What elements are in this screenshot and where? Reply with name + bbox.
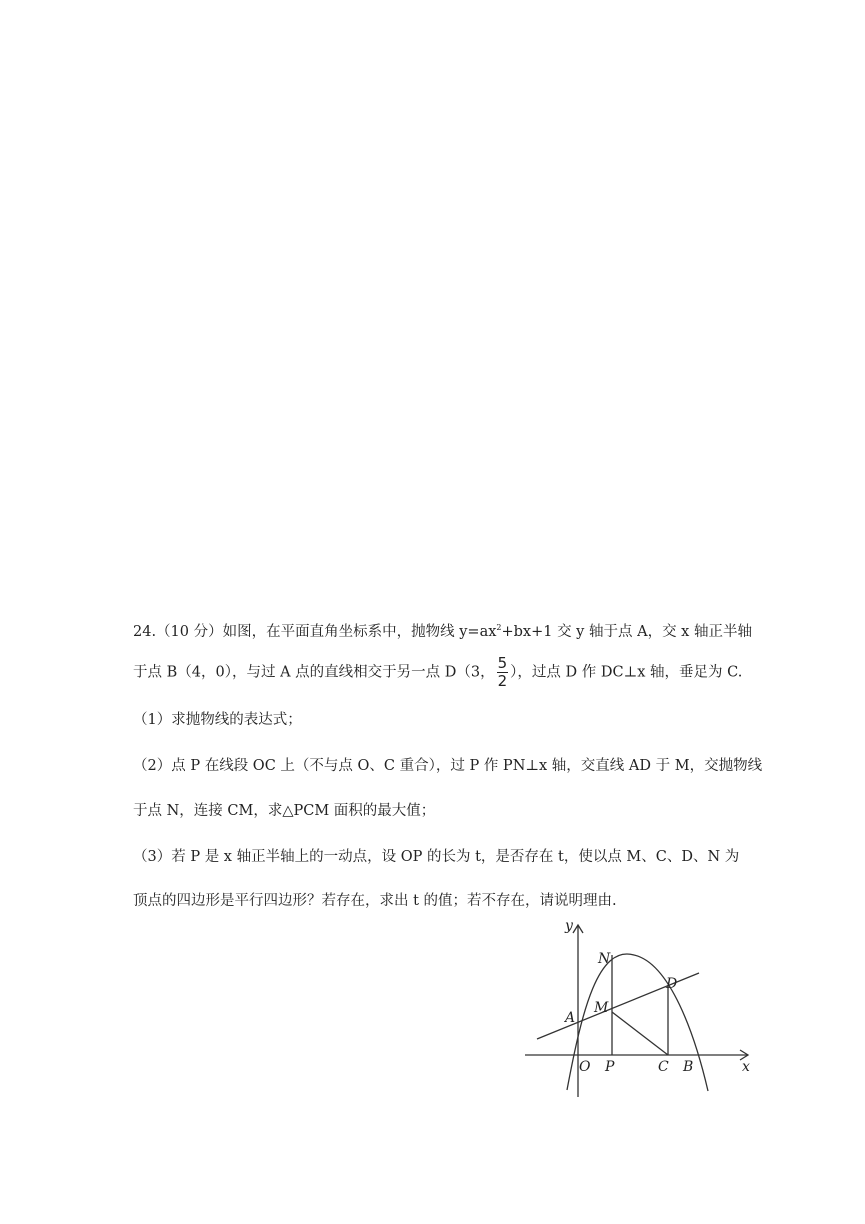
- question-line-2-a: 于点 B（4，0），与过 A 点的直线相交于另一点 D（3，: [133, 664, 495, 681]
- part-3-line-2: 顶点的四边形是平行四边形？若存在，求出 t 的值；若不存在，请说明理由.: [133, 893, 617, 909]
- question-line-1: [133, 618, 752, 642]
- coordinate-figure: [520, 915, 760, 1105]
- label-p: P: [605, 1059, 615, 1075]
- label-a: A: [565, 1010, 576, 1026]
- label-c: C: [658, 1059, 669, 1075]
- label-m: M: [594, 1000, 609, 1016]
- fraction-five-halves: [497, 655, 509, 690]
- fraction-numerator: 5: [497, 654, 508, 672]
- part-2-line-1: （2）点 P 在线段 OC 上（不与点 O、C 重合），过 P 作 PN⊥x 轴，交直线 AD 于 M，交抛物线: [133, 758, 763, 774]
- fraction-denominator: 2: [497, 672, 508, 690]
- question-line-1-tail: +bx+1 交 y 轴于点 A，交 x 轴正半轴: [501, 624, 752, 640]
- part-2-line-2: 于点 N，连接 CM，求△PCM 面积的最大值；: [133, 803, 436, 819]
- label-y: y: [565, 918, 573, 934]
- question-line-2: [133, 655, 743, 690]
- exponent: 2: [496, 623, 502, 632]
- segment-cm: [612, 1012, 668, 1055]
- label-n: N: [598, 951, 611, 967]
- label-o: O: [579, 1059, 591, 1075]
- part-1: （1）求抛物线的表达式；: [133, 712, 302, 728]
- part-3-line-1: （3）若 P 是 x 轴正半轴上的一动点，设 OP 的长为 t，是否存在 t，使以点 M、C、D、N 为: [133, 849, 740, 865]
- label-d: D: [666, 976, 678, 992]
- question-line-1-text: 24.（10 分）如图，在平面直角坐标系中，抛物线 y=ax: [133, 624, 497, 640]
- question-line-2-b: ），过点 D 作 DC⊥x 轴，垂足为 C.: [510, 664, 743, 681]
- label-b: B: [683, 1059, 694, 1075]
- label-x: x: [742, 1059, 750, 1075]
